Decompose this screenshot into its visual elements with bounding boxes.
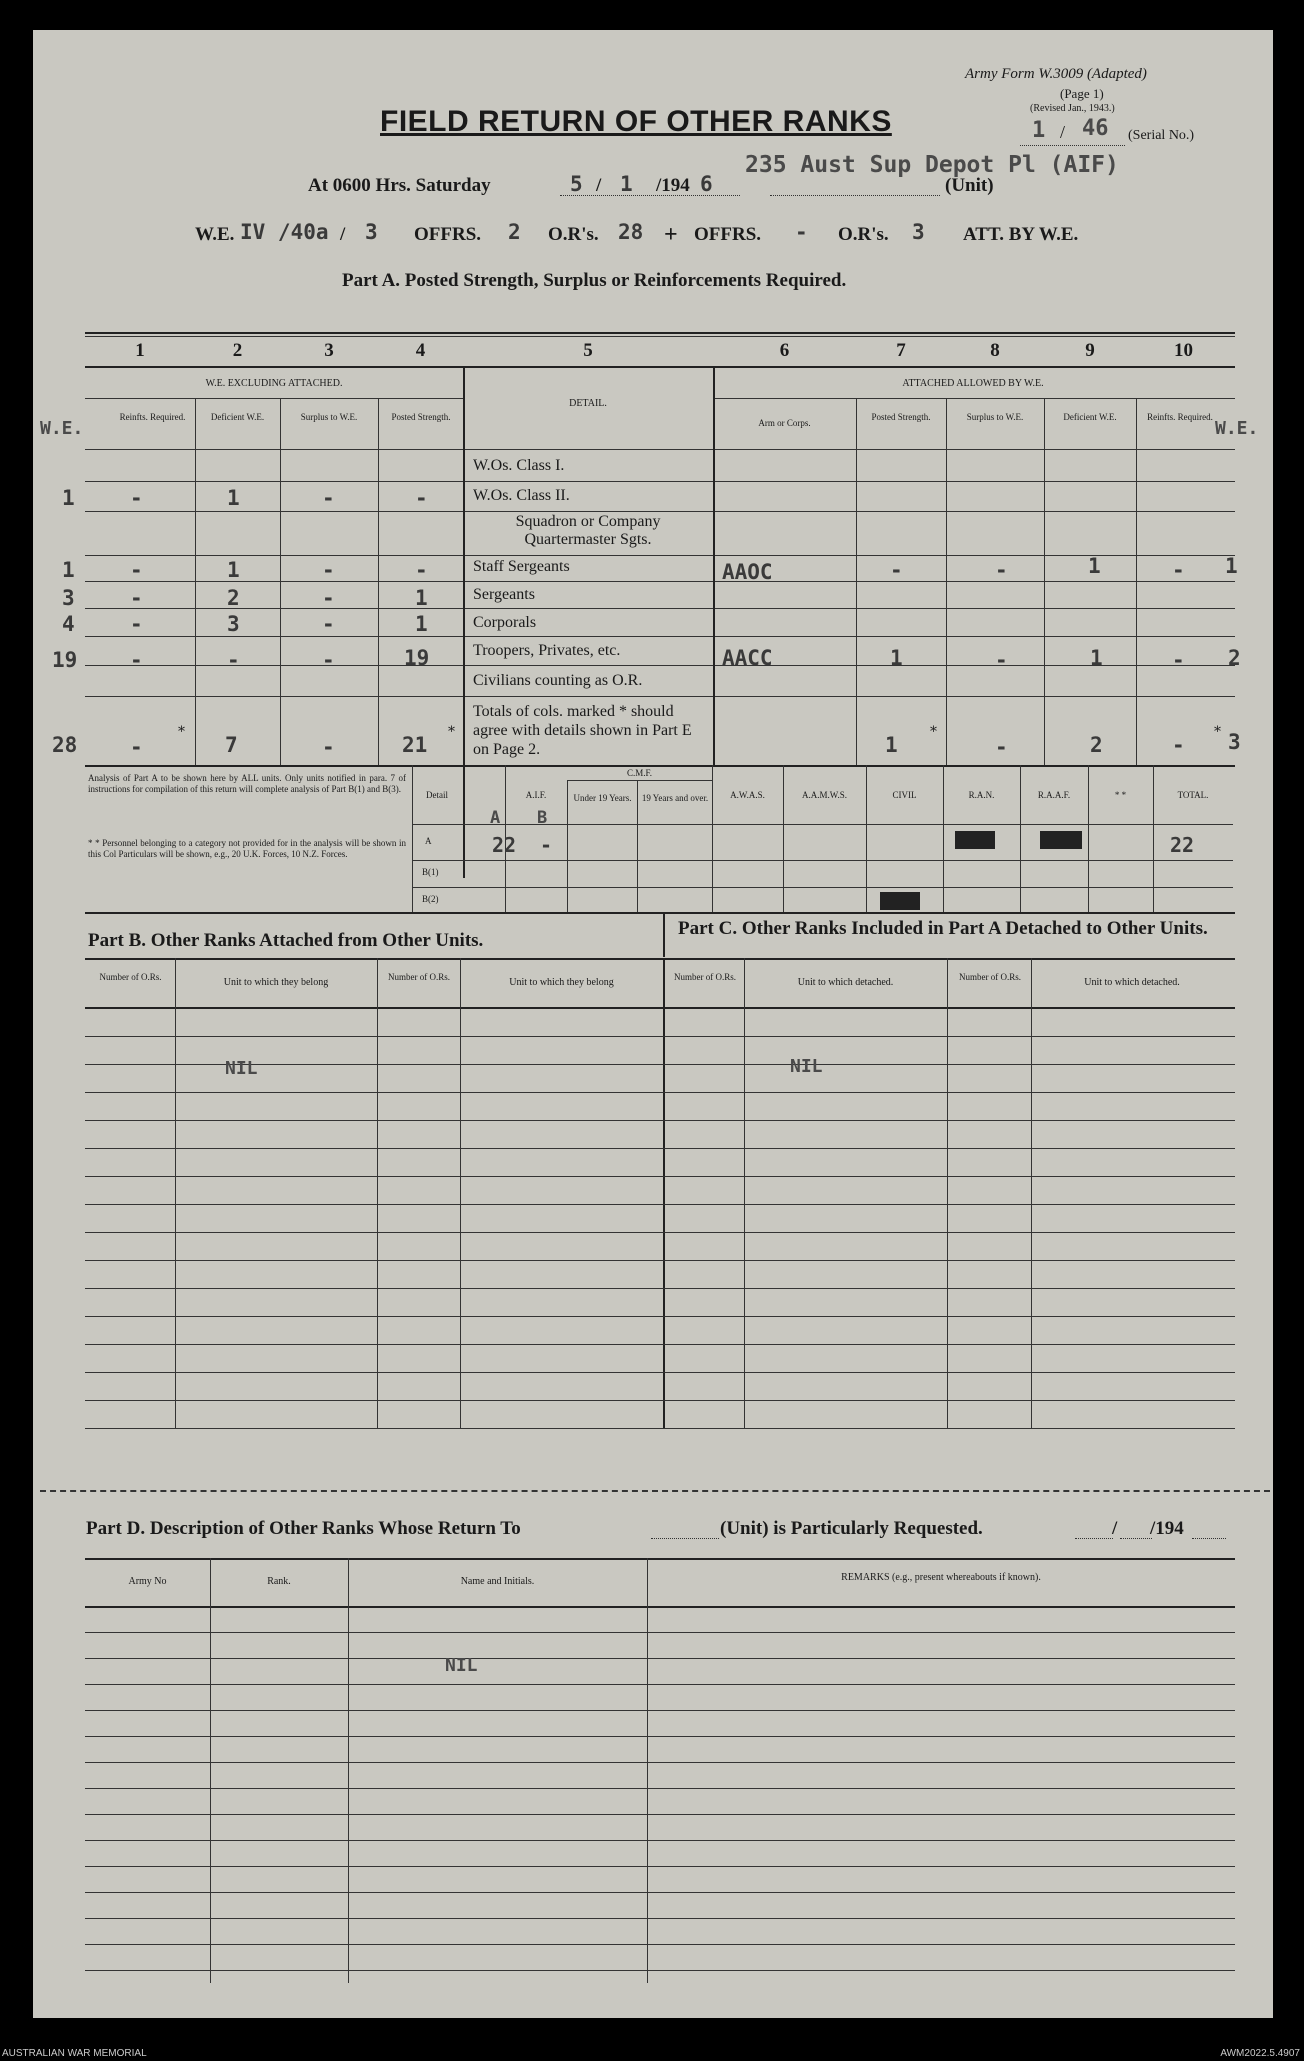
col-num-4: 4 — [415, 340, 426, 361]
analysis-cmf-header: C.M.F. — [626, 768, 653, 778]
analysis-other-header: * * — [1114, 790, 1127, 800]
part-b-nil: NIL — [225, 1058, 258, 1079]
col-num-2: 2 — [232, 340, 243, 361]
row-detail-wo1: W.Os. Class I. — [473, 457, 565, 474]
part-a-heading: Part A. Posted Strength, Surplus or Reinforcements Required. — [342, 270, 847, 291]
page-label: (Page 1) — [1060, 86, 1104, 101]
part-d-date-suffix: /194 — [1150, 1518, 1184, 1539]
unit-label: (Unit) — [945, 175, 994, 196]
row-detail-cpl: Corporals — [473, 614, 537, 631]
row-detail-totals: Totals of cols. marked * should agree with details shown in Part E on Page 2. — [473, 703, 692, 758]
col-num-9: 9 — [1085, 340, 1095, 361]
part-b-col4-header: Unit to which they belong — [509, 977, 614, 988]
offrs2-label: OFFRS. — [694, 224, 762, 245]
total-a-value: 22 — [1170, 833, 1195, 857]
ors2-value: 3 — [912, 220, 925, 244]
row-detail-cqms: Squadron or Company Quartermaster Sgts. — [515, 513, 661, 548]
year-suffix: 6 — [700, 172, 713, 196]
col-num-10: 10 — [1174, 340, 1193, 361]
part-c-col3-header: Number of O.Rs. — [959, 972, 1021, 982]
part-d-heading-2: (Unit) is Particularly Requested. — [720, 1518, 983, 1539]
analysis-detail-header: Detail — [426, 790, 448, 800]
unit-value: 235 Aust Sup Depot Pl (AIF) — [745, 152, 1119, 178]
part-c-heading: Part C. Other Ranks Included in Part A Detached to Other Units. — [678, 918, 1208, 939]
part-c-nil: NIL — [790, 1056, 823, 1077]
serial-value-2: 46 — [1082, 116, 1109, 141]
aif-a-mark: A — [490, 808, 501, 828]
row-detail-wo2: W.Os. Class II. — [473, 487, 570, 504]
deficient-we-header: Deficient W.E. — [210, 412, 265, 422]
analysis-row-b2: B(2) — [422, 894, 439, 904]
posted-strength-header: Posted Strength. — [391, 412, 451, 422]
posted-strength-right-header: Posted Strength. — [871, 412, 931, 422]
row-detail-civ: Civilians counting as O.R. — [473, 672, 643, 689]
analysis-row-a: A — [425, 836, 432, 846]
part-b-heading: Part B. Other Ranks Attached from Other Units. — [88, 930, 484, 951]
ors-label: O.R's. — [548, 224, 599, 245]
cut-line — [40, 1490, 1270, 1492]
analysis-note: Analysis of Part A to be shown here by ALL units. Only units notified in para. 7 of instructions for compilation of this return will complete analysis of Part B(1) and B(3). — [88, 773, 406, 794]
att-label: ATT. BY W.E. — [963, 224, 1079, 245]
aif-b-mark: B — [537, 808, 548, 828]
year-prefix: /194 — [656, 175, 690, 196]
serial-value-1: 1 — [1032, 118, 1046, 143]
surplus-we-header: Surplus to W.E. — [300, 412, 358, 422]
footer-left: AUSTRALIAN WAR MEMORIAL — [2, 2048, 147, 2059]
redaction — [1040, 831, 1082, 849]
redaction — [955, 831, 995, 849]
attached-allowed-header: ATTACHED ALLOWED BY W.E. — [902, 378, 1044, 389]
page-title: FIELD RETURN OF OTHER RANKS — [380, 105, 892, 138]
analysis-aif-header: A.I.F. — [525, 790, 547, 800]
personnel-note: * * Personnel belonging to a category not provided for in the analysis will be shown in this Col Particulars will be shown, e.g., 20 U.K. Forces, 10 N.Z. Forces. — [88, 838, 406, 859]
col-num-1: 1 — [135, 340, 145, 361]
col-num-6: 6 — [779, 340, 790, 361]
offrs-label: OFFRS. — [414, 224, 482, 245]
at-label: At 0600 Hrs. Saturday — [308, 175, 491, 196]
part-b-col1-header: Number of O.Rs. — [99, 972, 162, 982]
col-num-7: 7 — [896, 340, 906, 361]
ors-value: 28 — [618, 220, 644, 244]
part-c-col2-header: Unit to which detached. — [797, 977, 894, 988]
plus-sign: + — [664, 222, 678, 248]
we-value-2: 3 — [365, 220, 378, 244]
part-d-col3-header: Name and Initials. — [460, 1576, 535, 1587]
we-label: W.E. — [195, 224, 235, 245]
offrs2-value: - — [795, 220, 808, 244]
deficient-we-right-header: Deficient W.E. — [1063, 412, 1117, 422]
analysis-total-header: TOTAL. — [1177, 790, 1209, 800]
form-paper — [33, 30, 1273, 2018]
part-d-col2-header: Rank. — [267, 1576, 291, 1587]
part-d-heading: Part D. Description of Other Ranks Whose Return To — [86, 1518, 521, 1539]
part-b-col3-header: Number of O.Rs. — [388, 972, 450, 982]
we-excluding-header: W.E. EXCLUDING ATTACHED. — [205, 378, 343, 389]
arm-corps-header: Arm or Corps. — [758, 418, 811, 428]
revised-label: (Revised Jan., 1943.) — [1030, 103, 1115, 114]
col-num-5: 5 — [583, 340, 593, 361]
row-detail-pte: Troopers, Privates, etc. — [473, 642, 621, 659]
month-value: 1 — [620, 172, 633, 196]
reinfts-required-right-header: Reinfts. Required. — [1147, 412, 1213, 422]
part-d-col4-header: REMARKS (e.g., present whereabouts if known). — [841, 1572, 1041, 1583]
analysis-row-b1: B(1) — [422, 867, 439, 877]
analysis-ran-header: R.A.N. — [968, 790, 995, 800]
surplus-we-right-header: Surplus to W.E. — [966, 412, 1024, 422]
analysis-awas-header: A.W.A.S. — [730, 790, 765, 800]
we-margin-left: W.E. — [40, 418, 84, 439]
serial-label: (Serial No.) — [1128, 128, 1195, 143]
offrs-value: 2 — [508, 220, 521, 244]
analysis-aamws-header: A.A.M.W.S. — [802, 790, 847, 800]
analysis-under19-header: Under 19 Years. — [573, 793, 632, 803]
part-c-col4-header: Unit to which detached. — [1084, 977, 1180, 988]
analysis-civil-header: CIVIL — [892, 790, 917, 800]
col-num-3: 3 — [324, 340, 334, 361]
row-detail-sgt: Sergeants — [473, 586, 535, 603]
footer-right: AWM2022.5.4907 — [1220, 2048, 1300, 2059]
analysis-19over-header: 19 Years and over. — [641, 793, 709, 803]
redaction — [880, 892, 920, 910]
day-value: 5 — [570, 172, 583, 196]
row-detail-ssgt: Staff Sergeants — [473, 558, 570, 575]
analysis-raaf-header: R.A.A.F. — [1037, 790, 1071, 800]
part-b-col2-header: Unit to which they belong — [223, 977, 329, 988]
aif-b-value: - — [540, 833, 553, 857]
we-margin-right: W.E. — [1215, 418, 1259, 439]
detail-header: DETAIL. — [569, 398, 607, 409]
we-value: IV /40a — [240, 220, 329, 244]
ors2-label: O.R's. — [838, 224, 889, 245]
part-d-col1-header: Army No — [128, 1576, 167, 1587]
part-d-nil: NIL — [445, 1655, 478, 1676]
aif-a-value: 22 — [492, 833, 517, 857]
army-form-label: Army Form W.3009 (Adapted) — [965, 66, 1147, 82]
reinfts-required-header: Reinfts. Required. — [119, 412, 186, 422]
col-num-8: 8 — [990, 340, 1000, 361]
part-c-col1-header: Number of O.Rs. — [674, 972, 736, 982]
